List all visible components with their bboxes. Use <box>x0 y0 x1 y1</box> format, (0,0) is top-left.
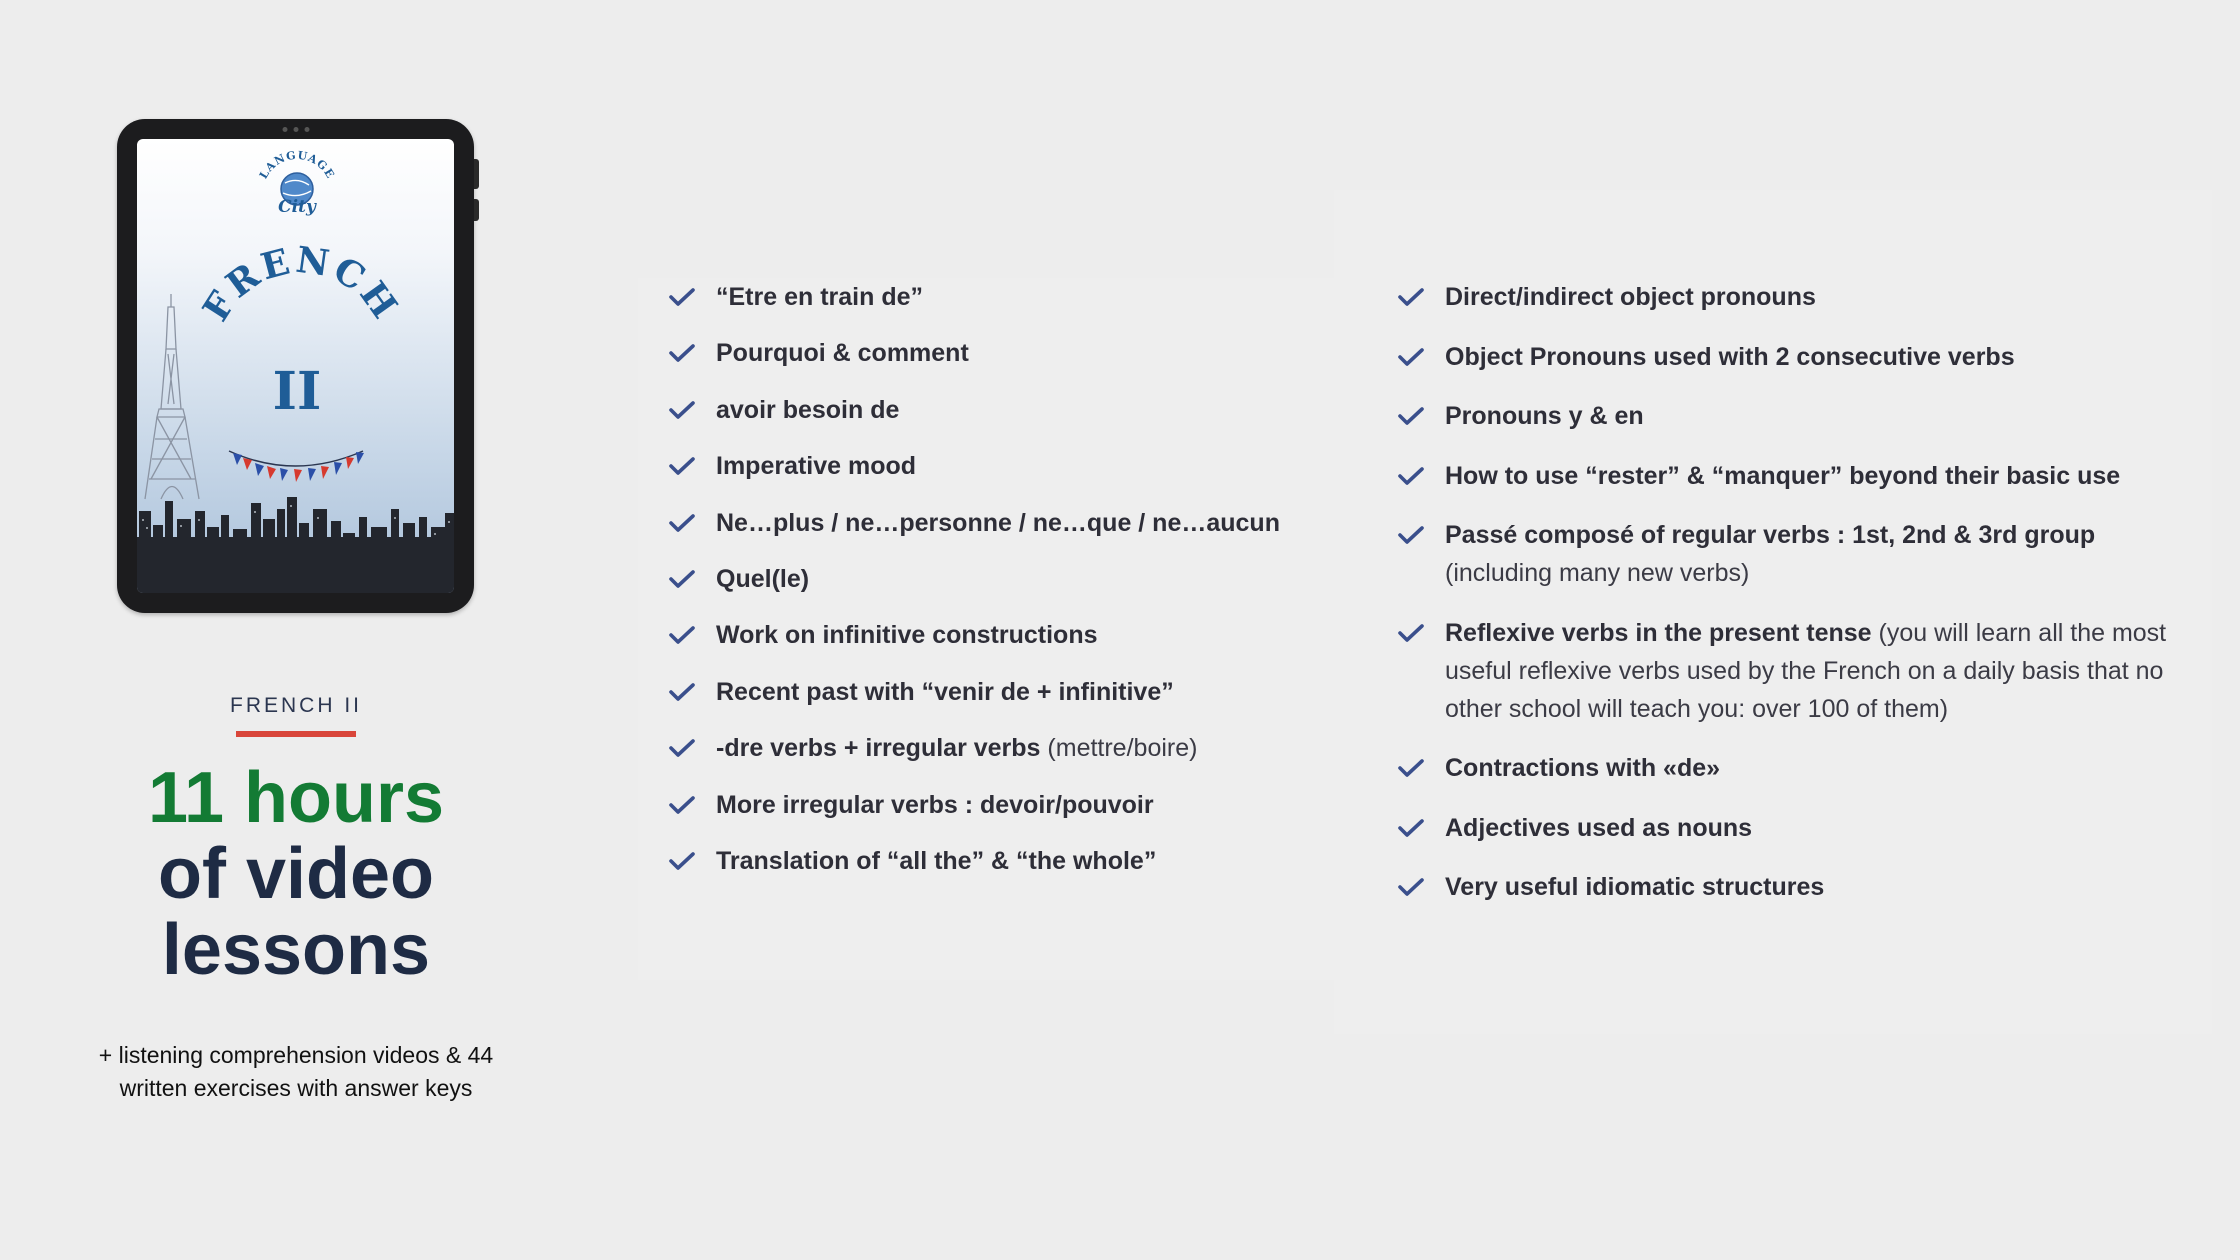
topic-title: -dre verbs + irregular verbs <box>716 734 1041 763</box>
topic-title: avoir besoin de <box>716 395 900 424</box>
check-icon <box>669 738 695 758</box>
topic-title: Quel(le) <box>716 564 810 593</box>
flag-bunting-icon <box>229 451 364 482</box>
topic-title: “Etre en train de” <box>716 283 923 311</box>
topic-title: Ne…plus / ne…personne / ne…que / ne…aucun <box>716 508 1280 537</box>
topic-item <box>669 729 1309 785</box>
topic-title: Adjectives used as nouns <box>1445 813 1753 842</box>
topic-item <box>1398 749 2188 787</box>
cover-title: FRENCH <box>194 238 407 329</box>
topics-list-left <box>669 278 1309 898</box>
check-icon <box>1398 525 1424 545</box>
course-cover <box>137 139 454 593</box>
topic-item <box>669 786 1309 842</box>
topic-title: Direct/indirect object pronouns <box>1445 283 1816 311</box>
topic-title: Contractions with «de» <box>1445 754 1721 782</box>
hours-rest: of video lessons <box>157 834 434 990</box>
logo-brand-text: LANGUAGE <box>256 148 338 182</box>
topic-title: Work on infinitive constructions <box>716 621 1098 650</box>
check-icon <box>669 513 695 533</box>
topic-item <box>1398 397 2188 435</box>
check-icon <box>1398 466 1424 486</box>
check-icon <box>1398 406 1424 426</box>
topic-title: Very useful idiomatic structures <box>1445 873 1825 901</box>
topic-item <box>669 504 1309 560</box>
topic-title: Pourquoi & comment <box>716 339 969 368</box>
svg-text:FRENCH <box>195 239 407 329</box>
check-icon <box>1398 818 1424 838</box>
topic-item <box>669 447 1309 503</box>
check-icon <box>1398 287 1424 307</box>
topic-item <box>1398 868 2188 906</box>
topic-note: (including many new verbs) <box>1445 559 1750 587</box>
check-icon <box>1398 877 1424 897</box>
topic-item <box>669 673 1309 729</box>
topic-title: How to use “rester” & “manquer” beyond their basic use <box>1445 461 2121 490</box>
logo-script-text: City <box>278 197 316 217</box>
check-icon <box>1398 758 1424 778</box>
topics-list-right <box>1398 278 2188 928</box>
check-icon <box>669 343 695 363</box>
topic-item <box>669 334 1309 390</box>
topic-item <box>1398 457 2188 495</box>
extra-materials-text: + listening comprehension videos & 44 written exercises with answer keys <box>98 1042 494 1101</box>
topic-title: Recent past with “venir de + infinitive” <box>716 677 1174 706</box>
topic-item <box>1398 278 2188 316</box>
tablet-side-button <box>474 159 479 189</box>
cover-number: II <box>272 361 322 422</box>
hours-highlight: 11 hours <box>147 758 445 838</box>
topic-item <box>1398 338 2188 376</box>
check-icon <box>669 569 695 589</box>
course-name: FRENCH II <box>230 694 362 717</box>
city-skyline-icon <box>137 497 454 593</box>
topic-title: Translation of “all the” & “the whole” <box>716 846 1157 875</box>
topic-item <box>1398 614 2188 728</box>
tablet-mockup <box>117 119 474 613</box>
topic-item <box>1398 809 2188 847</box>
check-icon <box>669 400 695 420</box>
topic-item <box>669 278 1309 334</box>
check-icon <box>1398 347 1424 367</box>
topic-title: More irregular verbs : devoir/pouvoir <box>716 790 1154 819</box>
topic-title: Pronouns y & en <box>1445 402 1644 430</box>
topic-note: (mettre/boire) <box>1040 734 1198 763</box>
topic-item <box>669 560 1309 616</box>
check-icon <box>669 795 695 815</box>
check-icon <box>1398 623 1424 643</box>
check-icon <box>669 456 695 476</box>
check-icon <box>669 851 695 871</box>
tablet-camera <box>282 127 309 132</box>
check-icon <box>669 625 695 645</box>
topic-item <box>669 616 1309 672</box>
check-icon <box>669 287 695 307</box>
check-icon <box>669 682 695 702</box>
cover-art <box>137 139 454 593</box>
eiffel-tower-icon <box>145 294 199 499</box>
topic-note: (you will learn all the most useful reflexive verbs used by the French on a daily basis that no other school will teach you: over 100 of them) <box>1445 618 2167 723</box>
tablet-side-button <box>474 199 479 221</box>
topic-title: Object Pronouns used with 2 consecutive verbs <box>1445 342 2015 371</box>
topic-title: Imperative mood <box>716 452 917 481</box>
topic-item <box>669 842 1309 898</box>
topic-title: Passé composé of regular verbs : 1st, 2nd & 3rd group <box>1445 521 2096 549</box>
hours-headline <box>96 760 496 988</box>
topic-item <box>669 391 1309 447</box>
title-underline <box>236 731 356 737</box>
topic-item <box>1398 516 2188 592</box>
topic-title: Reflexive verbs in the present tense <box>1445 618 1872 647</box>
language-city-logo <box>257 149 337 217</box>
